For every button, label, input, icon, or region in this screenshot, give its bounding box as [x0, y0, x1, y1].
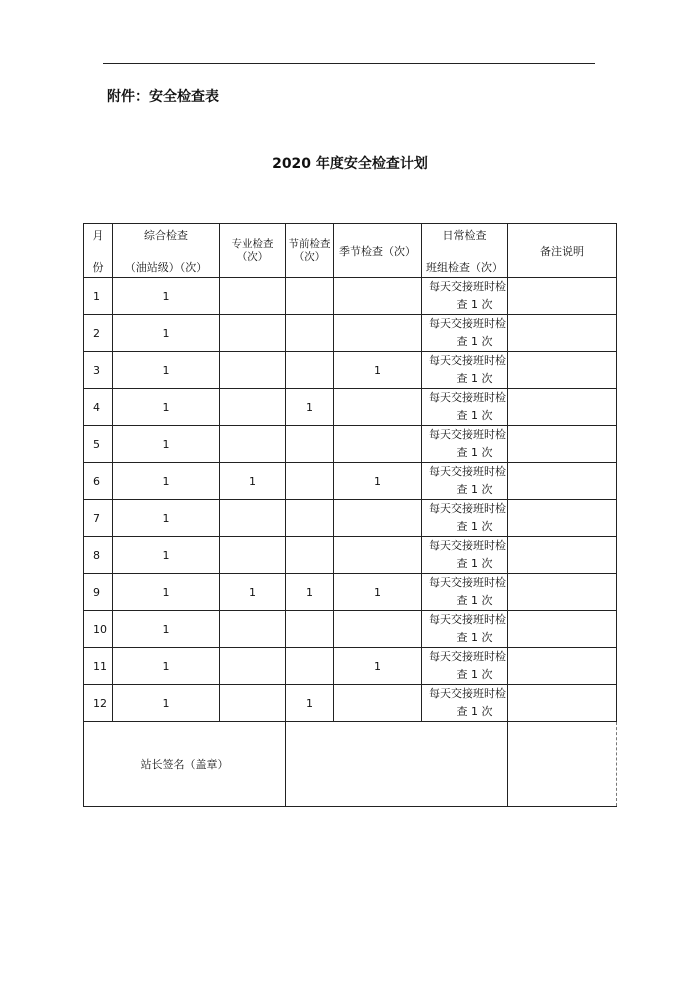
daily-line-1: 每天交接班时检 [429, 613, 506, 626]
cell-remarks [508, 463, 617, 500]
cell-professional [220, 648, 286, 685]
header-month-top: 月 [92, 228, 104, 242]
cell-holiday [286, 611, 334, 648]
daily-line-2: 查 1 次 [456, 372, 493, 385]
cell-professional [220, 500, 286, 537]
daily-line-2: 查 1 次 [456, 668, 493, 681]
table-row [84, 278, 617, 315]
cell-seasonal [334, 611, 422, 648]
cell-remarks [508, 426, 617, 463]
cell-professional: 1 [220, 574, 286, 611]
cell-seasonal: 1 [334, 574, 422, 611]
daily-line-1: 每天交接班时检 [429, 391, 506, 404]
cell-daily [422, 315, 508, 352]
cell-comprehensive: 1 [113, 278, 220, 315]
cell-daily [422, 500, 508, 537]
header-daily [422, 224, 508, 278]
header-daily-top: 日常检查 [442, 228, 487, 242]
header-remarks: 备注说明 [508, 224, 617, 278]
header-month [84, 224, 113, 278]
cell-remarks [508, 611, 617, 648]
header-month-bottom: 份 [92, 260, 104, 274]
cell-month: 5 [84, 426, 113, 463]
daily-line-1: 每天交接班时检 [429, 502, 506, 515]
cell-month: 2 [84, 315, 113, 352]
inspection-plan-table [83, 223, 617, 807]
header-seasonal: 季节检查（次） [334, 224, 422, 278]
cell-remarks [508, 278, 617, 315]
cell-holiday [286, 315, 334, 352]
header-holiday-top: 节前检查 [288, 237, 331, 250]
daily-line-1: 每天交接班时检 [429, 317, 506, 330]
cell-comprehensive: 1 [113, 389, 220, 426]
daily-line-1: 每天交接班时检 [429, 576, 506, 589]
header-comprehensive-top: 综合检查 [144, 228, 188, 242]
cell-month: 4 [84, 389, 113, 426]
daily-line-2: 查 1 次 [456, 483, 493, 496]
daily-line-2: 查 1 次 [456, 594, 493, 607]
header-professional: 专业检查（次） [220, 224, 286, 278]
table-row [84, 426, 617, 463]
cell-month: 7 [84, 500, 113, 537]
table-row [84, 389, 617, 426]
cell-remarks [508, 352, 617, 389]
table-row [84, 315, 617, 352]
cell-month: 1 [84, 278, 113, 315]
table-row [84, 500, 617, 537]
cell-professional [220, 685, 286, 722]
table-row [84, 352, 617, 389]
cell-holiday [286, 278, 334, 315]
cell-seasonal [334, 500, 422, 537]
cell-comprehensive: 1 [113, 574, 220, 611]
cell-seasonal [334, 315, 422, 352]
header-daily-bottom: 班组检查（次） [426, 260, 503, 274]
daily-line-1: 每天交接班时检 [429, 354, 506, 367]
cell-month: 10 [84, 611, 113, 648]
daily-line-2: 查 1 次 [456, 409, 493, 422]
cell-remarks [508, 574, 617, 611]
table-row [84, 574, 617, 611]
daily-line-2: 查 1 次 [456, 631, 493, 644]
cell-remarks [508, 315, 617, 352]
cell-professional: 1 [220, 463, 286, 500]
cell-month: 6 [84, 463, 113, 500]
cell-comprehensive: 1 [113, 463, 220, 500]
table-row [84, 685, 617, 722]
cell-professional [220, 611, 286, 648]
cell-holiday [286, 352, 334, 389]
table-row [84, 611, 617, 648]
daily-line-1: 每天交接班时检 [429, 428, 506, 441]
cell-daily [422, 352, 508, 389]
cell-month: 9 [84, 574, 113, 611]
cell-comprehensive: 1 [113, 685, 220, 722]
cell-seasonal: 1 [334, 352, 422, 389]
cell-remarks [508, 648, 617, 685]
header-row [84, 224, 617, 278]
cell-holiday [286, 648, 334, 685]
daily-line-1: 每天交接班时检 [429, 687, 506, 700]
cell-comprehensive: 1 [113, 611, 220, 648]
daily-line-2: 查 1 次 [456, 298, 493, 311]
cell-seasonal: 1 [334, 463, 422, 500]
cell-daily [422, 648, 508, 685]
cell-professional [220, 315, 286, 352]
cell-seasonal [334, 685, 422, 722]
cell-holiday [286, 463, 334, 500]
cell-daily [422, 426, 508, 463]
cell-professional [220, 389, 286, 426]
cell-holiday [286, 426, 334, 463]
header-comprehensive-bottom: （油站级）（次） [124, 260, 208, 274]
cell-professional [220, 537, 286, 574]
cell-professional [220, 426, 286, 463]
cell-daily [422, 389, 508, 426]
cell-remarks [508, 537, 617, 574]
daily-line-2: 查 1 次 [456, 520, 493, 533]
cell-daily [422, 463, 508, 500]
header-holiday [286, 224, 334, 278]
cell-comprehensive: 1 [113, 315, 220, 352]
table-row [84, 648, 617, 685]
cell-seasonal [334, 426, 422, 463]
cell-professional [220, 352, 286, 389]
cell-holiday: 1 [286, 685, 334, 722]
top-rule [103, 63, 595, 64]
cell-seasonal [334, 389, 422, 426]
cell-holiday: 1 [286, 389, 334, 426]
attachment-title: 附件：安全检查表 [107, 89, 219, 105]
cell-daily [422, 611, 508, 648]
cell-holiday [286, 537, 334, 574]
cell-holiday: 1 [286, 574, 334, 611]
daily-line-1: 每天交接班时检 [429, 539, 506, 552]
signature-label: 站长签名（盖章） [84, 722, 286, 807]
cell-comprehensive: 1 [113, 537, 220, 574]
cell-comprehensive: 1 [113, 500, 220, 537]
cell-comprehensive: 1 [113, 352, 220, 389]
signature-remarks-cell [508, 722, 617, 807]
daily-line-1: 每天交接班时检 [429, 650, 506, 663]
daily-line-2: 查 1 次 [456, 557, 493, 570]
daily-line-1: 每天交接班时检 [429, 465, 506, 478]
cell-seasonal: 1 [334, 648, 422, 685]
cell-comprehensive: 1 [113, 648, 220, 685]
table-row [84, 537, 617, 574]
document-title: 2020 年度安全检查计划 [272, 156, 428, 172]
daily-line-2: 查 1 次 [456, 335, 493, 348]
daily-line-2: 查 1 次 [456, 446, 493, 459]
header-comprehensive [113, 224, 220, 278]
cell-month: 3 [84, 352, 113, 389]
daily-line-1: 每天交接班时检 [429, 280, 506, 293]
cell-daily [422, 278, 508, 315]
cell-month: 11 [84, 648, 113, 685]
cell-comprehensive: 1 [113, 426, 220, 463]
signature-row [84, 722, 617, 807]
header-holiday-bottom: （次） [293, 250, 326, 263]
cell-seasonal [334, 278, 422, 315]
cell-seasonal [334, 537, 422, 574]
cell-month: 8 [84, 537, 113, 574]
cell-daily [422, 537, 508, 574]
daily-line-2: 查 1 次 [456, 705, 493, 718]
cell-remarks [508, 389, 617, 426]
cell-professional [220, 278, 286, 315]
cell-remarks [508, 685, 617, 722]
table-row [84, 463, 617, 500]
cell-daily [422, 685, 508, 722]
cell-holiday [286, 500, 334, 537]
cell-month: 12 [84, 685, 113, 722]
signature-area [286, 722, 508, 807]
cell-remarks [508, 500, 617, 537]
cell-daily [422, 574, 508, 611]
